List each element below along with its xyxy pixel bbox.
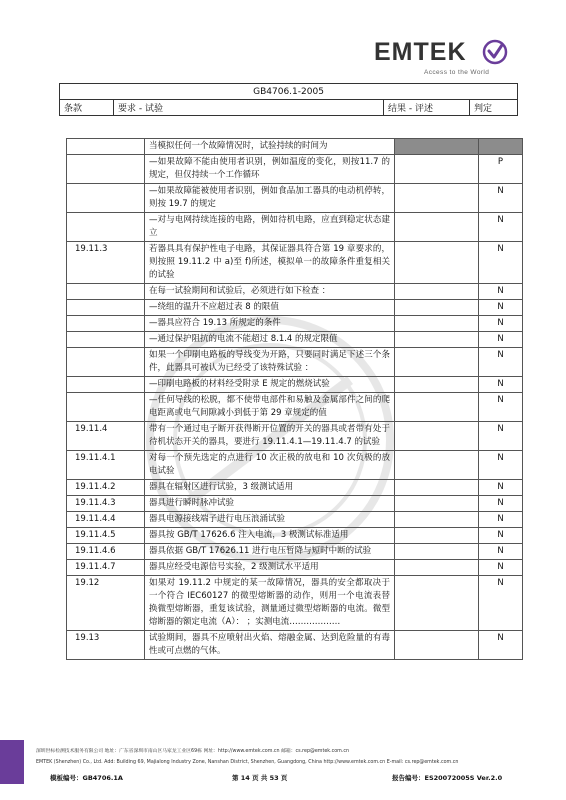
result-cell (395, 184, 479, 213)
table-row (67, 184, 523, 213)
table-row (67, 512, 523, 528)
result-cell (395, 284, 479, 300)
table-row (67, 139, 523, 155)
emtek-logo (374, 38, 514, 78)
result-cell (395, 213, 479, 242)
table-row (67, 393, 523, 422)
result-cell (395, 316, 479, 332)
result-cell (395, 560, 479, 576)
verdict-cell: N (479, 496, 523, 512)
clause-cell: 19.13 (67, 631, 145, 660)
page-number: 第 14 页 共 53 页 (232, 774, 288, 782)
table-row (67, 300, 523, 316)
standard-title: GB4706.1-2005 (60, 84, 518, 100)
result-cell (395, 242, 479, 284)
table-row (67, 348, 523, 377)
clause-cell (67, 332, 145, 348)
result-cell (395, 631, 479, 660)
header-result: 结果 - 评述 (384, 100, 470, 116)
verdict-cell: N (479, 242, 523, 284)
result-cell (395, 480, 479, 496)
clause-cell: 19.11.4.7 (67, 560, 145, 576)
clause-cell (67, 139, 145, 155)
requirement-cell: 器具进行瞬时脉冲试验 (145, 496, 395, 512)
result-cell (395, 348, 479, 377)
clause-cell (67, 348, 145, 377)
table-row (67, 451, 523, 480)
requirement-cell: —如果故障能被使用者识别，例如食品加工器具的电动机停转，则按 19.7 的规定 (145, 184, 395, 213)
verdict-cell: N (479, 451, 523, 480)
clause-cell (67, 377, 145, 393)
result-cell (395, 377, 479, 393)
test-table-body (67, 139, 523, 660)
verdict-cell: N (479, 576, 523, 631)
verdict-cell: N (479, 300, 523, 316)
verdict-cell: N (479, 377, 523, 393)
verdict-cell: N (479, 422, 523, 451)
table-row (67, 576, 523, 631)
requirement-cell: 若器具具有保护性电子电路，其保证器具符合第 19 章要求的，则按照 19.11.2 中 a)至 f)所述，模拟单一的故障条件重复相关的试验 (145, 242, 395, 284)
clause-cell (67, 284, 145, 300)
header-table (59, 83, 518, 116)
verdict-cell: P (479, 155, 523, 184)
table-row (67, 544, 523, 560)
test-table (66, 138, 523, 660)
clause-cell: 19.11.4.6 (67, 544, 145, 560)
clause-cell (67, 213, 145, 242)
requirement-cell: —器具应符合 19.13 所规定的条件 (145, 316, 395, 332)
requirement-cell: 器具按 GB/T 17626.6 注入电流，3 极测试标准适用 (145, 528, 395, 544)
result-cell (395, 544, 479, 560)
report-number: 报告编号：ES20072005S Ver.2.0 (392, 774, 503, 782)
clause-cell: 19.11.4.4 (67, 512, 145, 528)
clause-cell (67, 316, 145, 332)
requirement-cell: 器具依据 GB/T 17626.11 进行电压暂降与短时中断的试验 (145, 544, 395, 560)
requirement-cell: 对每一个预先选定的点进行 10 次正极的放电和 10 次负极的放电试验 (145, 451, 395, 480)
verdict-cell: N (479, 528, 523, 544)
verdict-cell (479, 139, 523, 155)
verdict-cell: N (479, 284, 523, 300)
verdict-cell: N (479, 631, 523, 660)
table-row (67, 316, 523, 332)
clause-cell (67, 155, 145, 184)
clause-cell: 19.11.4.5 (67, 528, 145, 544)
clause-cell (67, 300, 145, 316)
footer-cn-address: 深圳世标检测技术服务有限公司 地址：广东省深圳市南山区马家龙工业区69栋 网址：http://www.emtek.com.cn 邮箱：cs.rep@emtek.com.cn (36, 749, 350, 754)
requirement-cell: —通过保护阻抗的电流不能超过 8.1.4 的规定限值 (145, 332, 395, 348)
verdict-cell: N (479, 184, 523, 213)
table-row (67, 496, 523, 512)
verdict-cell: N (479, 316, 523, 332)
header-requirement: 要求 - 试验 (114, 100, 384, 116)
requirement-cell: 器具应经受电源信号实验，2 级测试水平适用 (145, 560, 395, 576)
table-row (67, 155, 523, 184)
table-row (67, 528, 523, 544)
result-cell (395, 451, 479, 480)
requirement-cell: —对与电网持续连接的电路，例如待机电路，应直到稳定状态建立 (145, 213, 395, 242)
requirement-cell: —印刷电路板的材料经受附录 E 规定的燃烧试验 (145, 377, 395, 393)
result-cell (395, 139, 479, 155)
verdict-cell: N (479, 332, 523, 348)
clause-cell (67, 393, 145, 422)
header-clause: 条款 (60, 100, 114, 116)
clause-cell: 19.11.4.2 (67, 480, 145, 496)
clause-cell: 19.12 (67, 576, 145, 631)
table-row (67, 377, 523, 393)
verdict-cell: N (479, 512, 523, 528)
clause-cell (67, 184, 145, 213)
requirement-cell: —绕组的温升不应超过表 8 的限值 (145, 300, 395, 316)
result-cell (395, 528, 479, 544)
requirement-cell: 在每一试验期间和试验后，必须进行如下检查 ： (145, 284, 395, 300)
requirement-cell: 器具在辐射区进行试验，3 级测试适用 (145, 480, 395, 496)
footer-en-address: EMTEK (Shenzhen) Co., Ltd. Add: Building 69, Majialong Industry Zone, Nanshan District, Shenzhen, Guangdong, China http://www.emtek.com.cn E-mail: cs.rep@emtek.com.cn (36, 760, 459, 765)
requirement-cell: 试验期间，器具不应喷射出火焰、熔融金属、达到危险量的有毒性或可点燃的气体。 (145, 631, 395, 660)
table-row (67, 631, 523, 660)
verdict-cell: N (479, 560, 523, 576)
template-number: 模板编号：GB4706.1A (50, 774, 123, 782)
requirement-cell: —任何导线的松脱，都不使带电部件和易触及金属部件之间的爬电距离或电气间隙减小到低于第 29 章规定的值 (145, 393, 395, 422)
verdict-cell: N (479, 480, 523, 496)
clause-cell: 19.11.4 (67, 422, 145, 451)
clause-cell: 19.11.4.1 (67, 451, 145, 480)
verdict-cell: N (479, 348, 523, 377)
result-cell (395, 496, 479, 512)
logo-check-circle-icon (482, 39, 508, 65)
requirement-cell: 如果对 19.11.2 中规定的某一故障情况，器具的安全都取决于一个符合 IEC60127 的微型熔断器的动作，则用一个电流表替换微型熔断器，重复该试验，测量通过微型熔断器的电流。微型熔断器的额定电流（A）： ；实测电流……………… (145, 576, 395, 631)
result-cell (395, 576, 479, 631)
result-cell (395, 155, 479, 184)
requirement-cell: 器具电源接线端子进行电压浪涌试验 (145, 512, 395, 528)
logo-tagline: Access to the World (424, 69, 490, 76)
logo-wordmark: EMTEK (374, 38, 467, 66)
requirement-cell: —如果故障不能由使用者识别，例如温度的变化，则按11.7 的规定，但仅持续一个工作循环 (145, 155, 395, 184)
result-cell (395, 393, 479, 422)
result-cell (395, 332, 479, 348)
verdict-cell: N (479, 544, 523, 560)
result-cell (395, 512, 479, 528)
table-row (67, 213, 523, 242)
verdict-cell: N (479, 213, 523, 242)
result-cell (395, 300, 479, 316)
header-verdict: 判定 (470, 100, 518, 116)
table-row (67, 480, 523, 496)
table-row (67, 560, 523, 576)
clause-cell: 19.11.4.3 (67, 496, 145, 512)
table-row (67, 332, 523, 348)
clause-cell: 19.11.3 (67, 242, 145, 284)
table-row (67, 242, 523, 284)
result-cell (395, 422, 479, 451)
requirement-cell: 带有一个通过电子断开获得断开位置的开关的器具或者带有处于待机状态开关的器具，要进行 19.11.4.1—19.11.4.7 的试验 (145, 422, 395, 451)
footer-page-line (36, 773, 556, 783)
table-row (67, 284, 523, 300)
footer-brand-bar (0, 740, 24, 784)
requirement-cell: 当模拟任何一个故障情况时，试验持续的时间为 (145, 139, 395, 155)
requirement-cell: 如果一个印刷电路板的导线变为开路，只要同时满足下述三个条件，此器具可被认为已经受了该特殊试验 ： (145, 348, 395, 377)
verdict-cell: N (479, 393, 523, 422)
table-row (67, 422, 523, 451)
